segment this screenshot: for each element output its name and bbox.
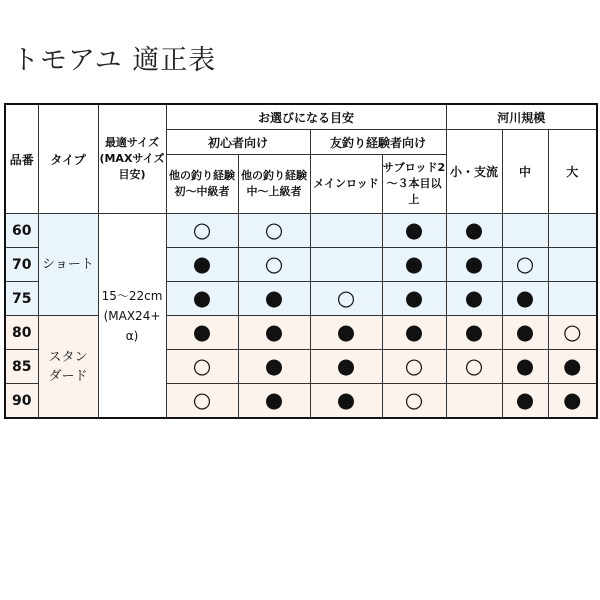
header-kasen: 河川規模 (446, 104, 597, 130)
open-circle-icon: ○ (166, 214, 238, 248)
filled-circle-icon: ● (446, 282, 502, 316)
filled-circle-icon: ● (502, 384, 548, 419)
row-number: 80 (5, 316, 38, 350)
empty-cell (310, 214, 382, 248)
filled-circle-icon: ● (382, 214, 446, 248)
header-col-1: 他の釣り経験中～上級者 (238, 155, 310, 214)
open-circle-icon: ○ (382, 384, 446, 419)
filled-circle-icon: ● (310, 350, 382, 384)
page-title: トモアユ 適正表 (12, 45, 217, 76)
row-number: 85 (5, 350, 38, 384)
filled-circle-icon: ● (166, 282, 238, 316)
empty-cell (446, 384, 502, 419)
filled-circle-icon: ● (382, 282, 446, 316)
filled-circle-icon: ● (166, 248, 238, 282)
filled-circle-icon: ● (446, 248, 502, 282)
filled-circle-icon: ● (502, 316, 548, 350)
table-body (5, 214, 597, 419)
filled-circle-icon: ● (310, 316, 382, 350)
empty-cell (548, 214, 597, 248)
header-col-5: 中 (502, 130, 548, 214)
header-osusume: お選びになる目安 (166, 104, 446, 130)
filled-circle-icon: ● (548, 350, 597, 384)
header-col-4: 小・支流 (446, 130, 502, 214)
filled-circle-icon: ● (502, 350, 548, 384)
filled-circle-icon: ● (446, 316, 502, 350)
type-label: ショート (42, 257, 94, 272)
header-size: 最適サイズ(MAXサイズ目安) (98, 104, 166, 214)
open-circle-icon: ○ (166, 350, 238, 384)
type-cell-short (38, 214, 98, 316)
header-col-0: 他の釣り経験初～中級者 (166, 155, 238, 214)
filled-circle-icon: ● (502, 282, 548, 316)
suitability-table (4, 103, 598, 419)
filled-circle-icon: ● (238, 316, 310, 350)
header-col-2: メインロッド (310, 155, 382, 214)
filled-circle-icon: ● (446, 214, 502, 248)
filled-circle-icon: ● (238, 350, 310, 384)
filled-circle-icon: ● (238, 384, 310, 419)
filled-circle-icon: ● (548, 384, 597, 419)
empty-cell (502, 214, 548, 248)
row-number: 90 (5, 384, 38, 419)
open-circle-icon: ○ (502, 248, 548, 282)
header-tomo: 友釣り経験者向け (310, 130, 446, 155)
empty-cell (548, 282, 597, 316)
row-number: 75 (5, 282, 38, 316)
filled-circle-icon: ● (310, 384, 382, 419)
type-label: スタンダード (48, 349, 88, 384)
size-value: 15～22cm(MAX24+α) (101, 288, 163, 343)
size-cell (98, 214, 166, 419)
empty-cell (310, 248, 382, 282)
filled-circle-icon: ● (382, 248, 446, 282)
type-cell-standard (38, 316, 98, 419)
open-circle-icon: ○ (548, 316, 597, 350)
table-row (5, 214, 597, 248)
open-circle-icon: ○ (382, 350, 446, 384)
open-circle-icon: ○ (446, 350, 502, 384)
table-row (5, 316, 597, 350)
open-circle-icon: ○ (166, 384, 238, 419)
open-circle-icon: ○ (238, 214, 310, 248)
header-col-3: サブロッド2～３本目以上 (382, 155, 446, 214)
header-col-6: 大 (548, 130, 597, 214)
header-shoshin: 初心者向け (166, 130, 310, 155)
filled-circle-icon: ● (382, 316, 446, 350)
header-hinban: 品番 (5, 104, 38, 214)
empty-cell (548, 248, 597, 282)
open-circle-icon: ○ (310, 282, 382, 316)
row-number: 70 (5, 248, 38, 282)
row-number: 60 (5, 214, 38, 248)
filled-circle-icon: ● (166, 316, 238, 350)
header-type: タイプ (38, 104, 98, 214)
open-circle-icon: ○ (238, 248, 310, 282)
filled-circle-icon: ● (238, 282, 310, 316)
